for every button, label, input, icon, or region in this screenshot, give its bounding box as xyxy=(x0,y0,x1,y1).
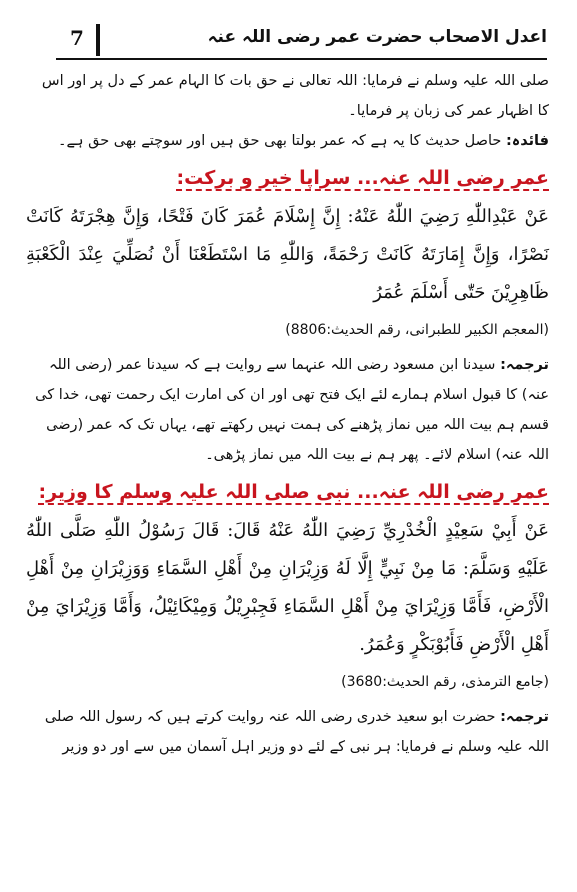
section-heading-khair-o-barkat: عمر رضی اللہ عنہ... سراپا خیر و برکت: xyxy=(176,167,549,189)
translation-2 xyxy=(26,702,549,762)
hadith-reference-2: (جامع الترمذی، رقم الحدیث:3680) xyxy=(341,674,549,690)
tarjuma-label-1: ترجمہ: xyxy=(500,357,549,373)
translation-1 xyxy=(26,350,549,470)
page-body xyxy=(26,66,549,762)
translation-2-text: حضرت ابو سعید خدری رضی اللہ عنہ روایت کرتے ہیں کہ رسول اللہ صلی اللہ علیہ وسلم نے فرمایا: ہر نبی کے لئے دو وزیر اہل آسمان میں سے اور دو وزیر xyxy=(44,709,549,755)
translation-1-text: سیدنا ابن مسعود رضی اللہ عنہما سے روایت ہے کہ سیدنا عمر (رضی اللہ عنہ) کا قبول اسلام ہمارے لئے ایک فتح تھی اور ان کی امارت ایک رحمت تھی، خدا کی قسم ہم بیت اللہ میں نماز پڑھنے کی ہمت نہیں رکھتے تھے، یہاں تک کہ عمر (رضی اللہ عنہ) اسلام لائے۔ پھر ہم نے بیت اللہ میں نماز پڑھی۔ xyxy=(35,357,549,463)
paragraph-intro: صلی اللہ علیہ وسلم نے فرمایا: اللہ تعالی نے حق بات کا الہام عمر کے دل پر اور اس کا اظہار عمر کی زبان پر فرمایا۔ xyxy=(41,73,549,119)
page-number: 7 xyxy=(70,26,84,50)
hadith-arabic-2: عَنْ أَبِيْ سَعِيْدٍ الْخُدْرِيِّ رَضِيَ اللّٰهُ عَنْهُ قَالَ: قَالَ رَسُوْلُ اللّٰهِ صَلَّى اللّٰهُ عَلَيْهِ وَسَلَّمَ: مَا مِنْ نَبِيٍّ إِلَّا لَهُ وَزِيْرَانِ مِنْ أَهْلِ السَّمَاءِ وَوَزِيْرَانِ مِنْ أَهْلِ الْأَرْضِ، فَأَمَّا وَزِيْرَايَ مِنْ أَهْلِ السَّمَاءِ فَجِبْرِيْلُ وَمِيْكَائِيْلُ، وَأَمَّا وَزِيْرَايَ مِنْ أَهْلِ الْأَرْضِ فَأَبُوْبَكْرٍ وَعُمَرُ. xyxy=(26,520,550,655)
hadith-reference-1: (المعجم الکبیر للطبرانی، رقم الحدیث:8806) xyxy=(285,322,549,338)
tarjuma-label-2: ترجمہ: xyxy=(500,709,549,725)
hadith-arabic-1: عَنْ عَبْدِاللّٰهِ رَضِيَ اللّٰهُ عَنْهُ: إِنَّ إِسْلَامَ عُمَرَ كَانَ فَتْحًا، وَإِنَّ هِجْرَتَهُ كَانَتْ نَصْرًا، وَإِنَّ إِمَارَتَهُ كَانَتْ رَحْمَةً، وَاللّٰهِ مَا اسْتَطَعْنَا أَنْ نُصَلِّيَ عِنْدَ الْكَعْبَةِ ظَاهِرِيْنَ حَتّٰى أَسْلَمَ عُمَرُ xyxy=(26,206,549,303)
header-title: اعدل الاصحاب حضرت عمر رضی اللہ عنہ xyxy=(207,27,547,47)
header-separator xyxy=(96,24,100,56)
faida-label: فائدہ: xyxy=(505,133,549,149)
header-rule xyxy=(56,58,547,60)
faida-note xyxy=(26,126,549,156)
page-header xyxy=(64,22,547,56)
faida-text: حاصل حدیث کا یہ ہے کہ عمر بولتا بھی حق ہیں اور سوچتے بھی حق ہے۔ xyxy=(58,133,502,149)
section-heading-wazir: عمر رضی اللہ عنہ... نبی صلی اللہ علیہ وسلم کا وزیر: xyxy=(38,481,549,503)
